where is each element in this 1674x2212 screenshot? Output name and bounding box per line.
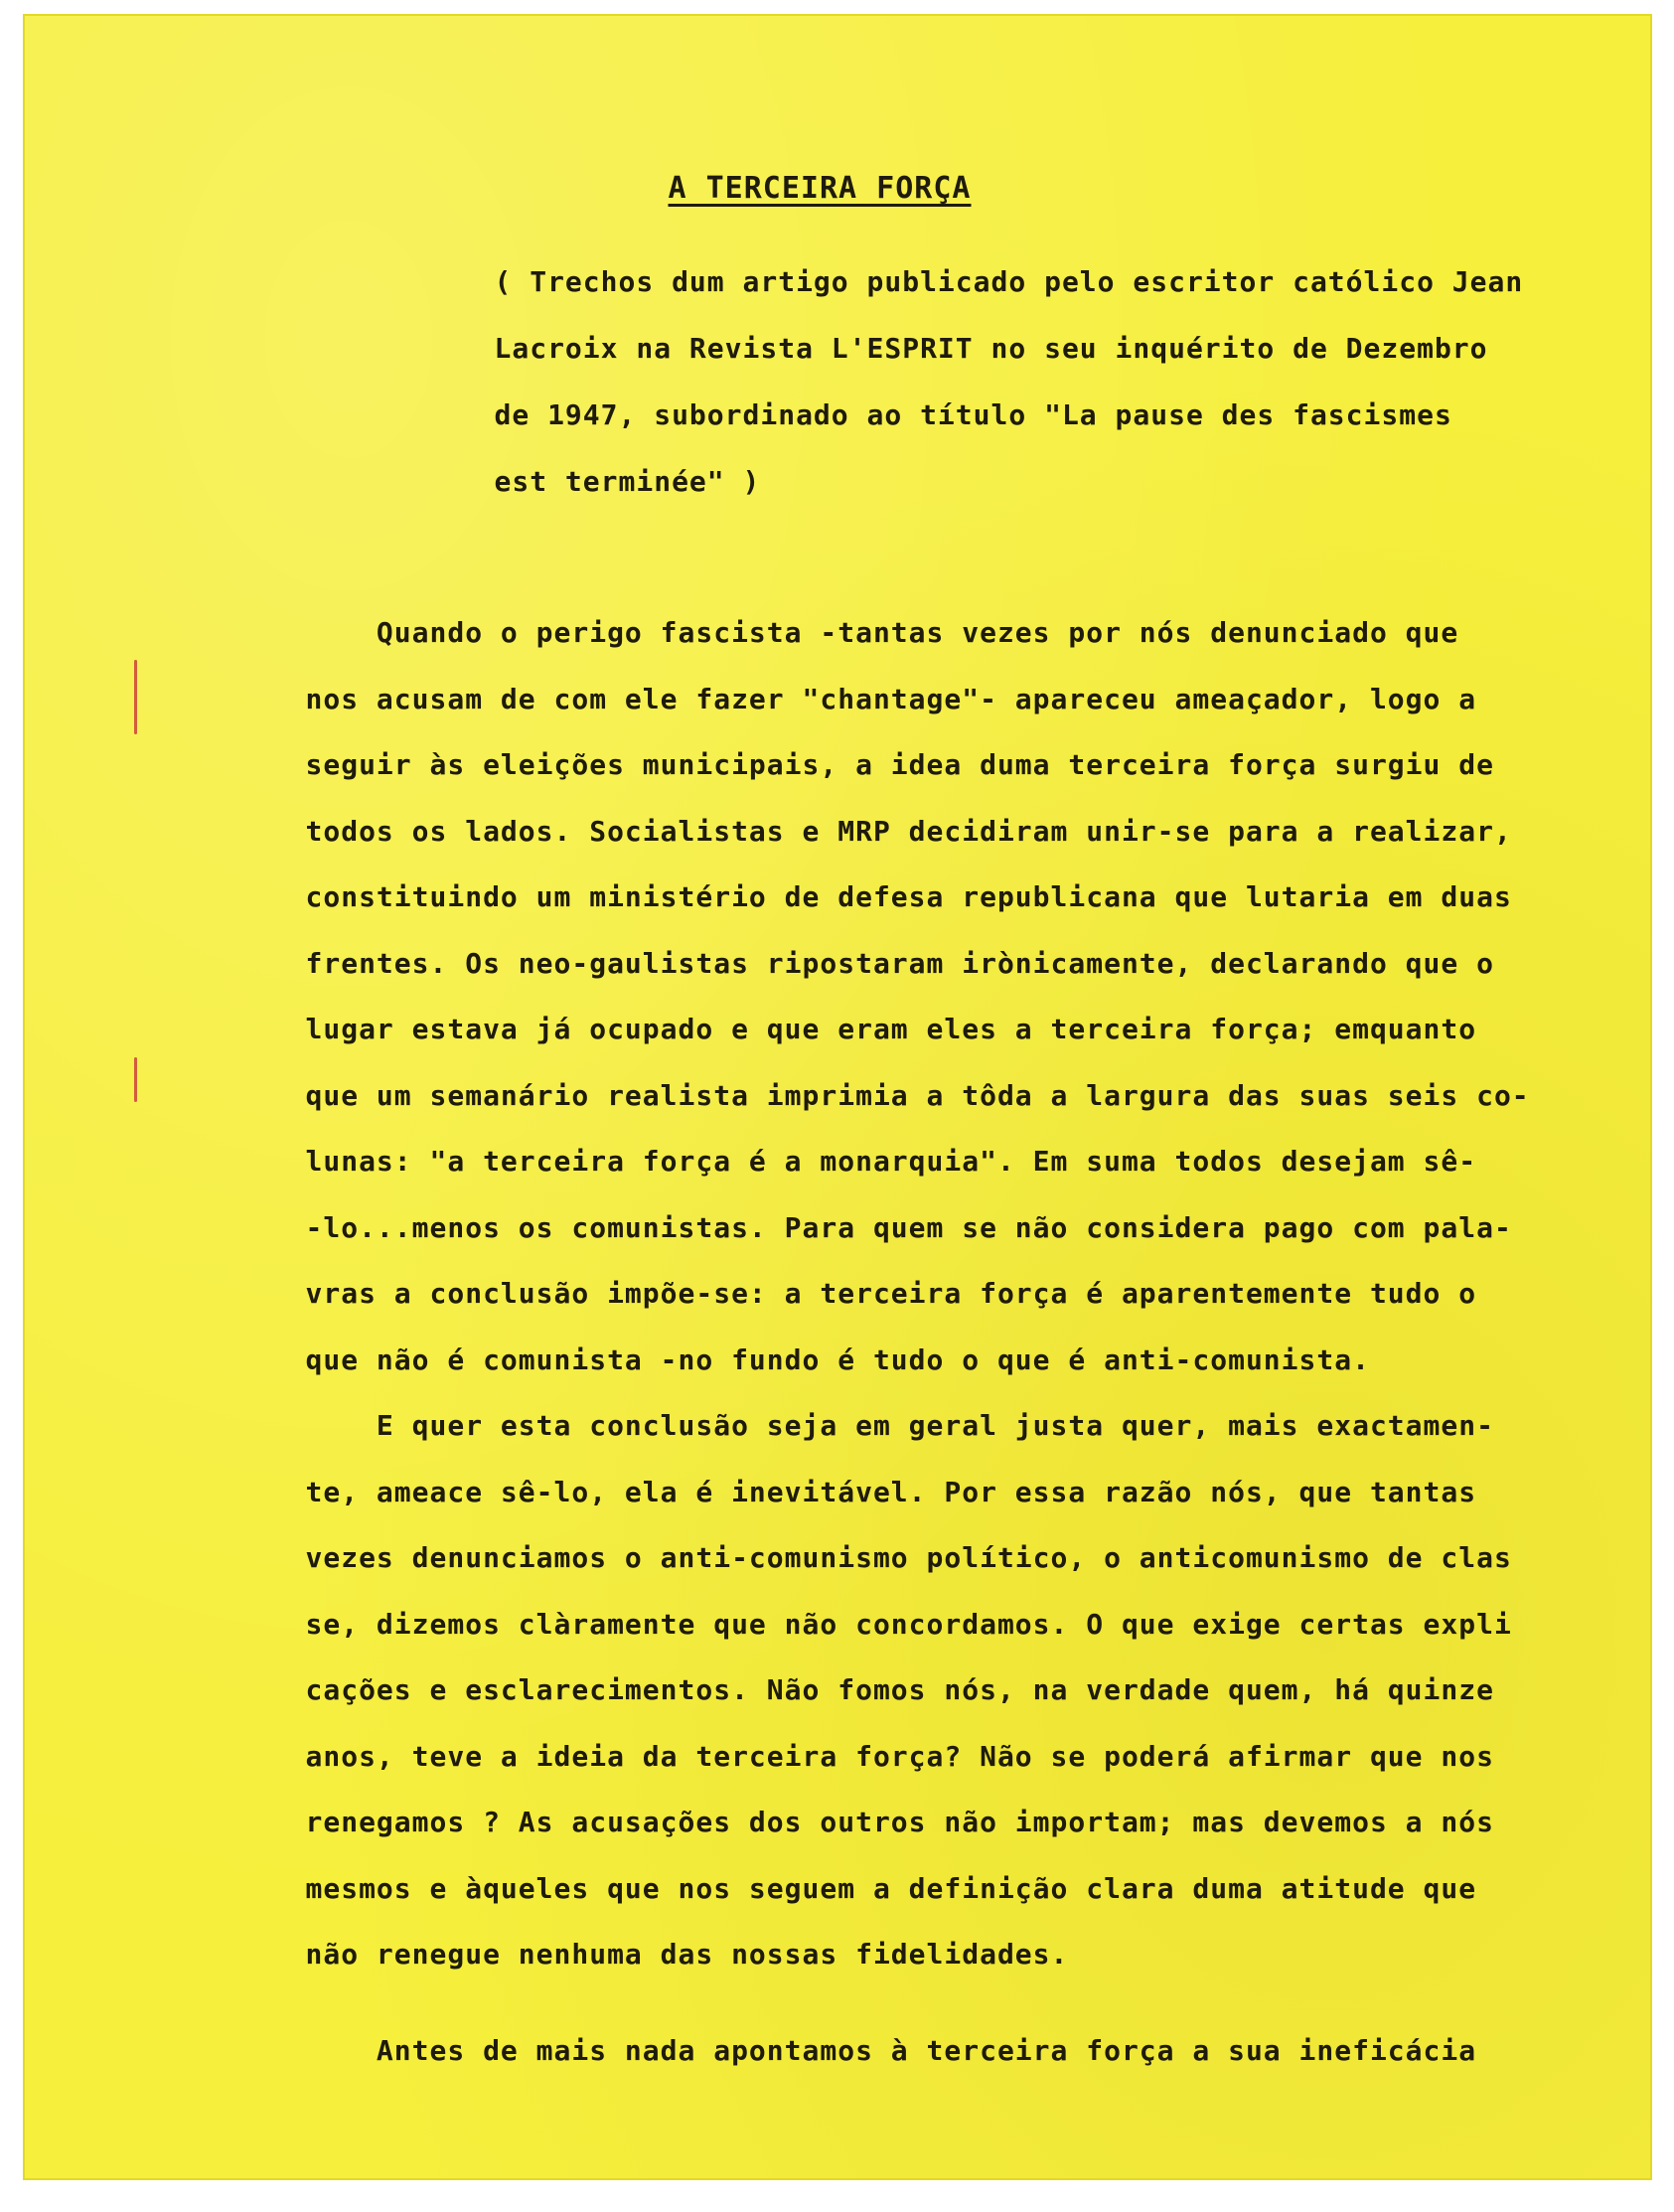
text-line: nos acusam de com ele fazer "chantage"- apareceu ameaçador, logo a [305,682,1477,715]
text-line: que um semanário realista imprimia a tôda a largura das suas seis co- [305,1078,1530,1112]
text-line: lunas: "a terceira força é a monarquia". Em suma todos desejam sê- [305,1145,1477,1178]
margin-mark-lower [134,1057,137,1102]
intro-line: Lacroix na Revista L'ESPRIT no seu inquérito de Dezembro [494,332,1488,365]
text-line: constituindo um ministério de defesa republicana que lutaria em duas [305,880,1512,913]
typewritten-page [23,14,1652,2180]
intro-line: de 1947, subordinado ao título "La pause des fascismes [494,398,1452,431]
text-line: renegamos ? As acusações dos outros não importam; mas devemos a nós [305,1806,1494,1838]
text-line: que não é comunista -no fundo é tudo o que é anti-comunista. [305,1343,1370,1376]
text-line: não renegue nenhuma das nossas fidelidades. [305,1938,1069,1971]
text-line: frentes. Os neo-gaulistas ripostaram irònicamente, declarando que o [305,946,1494,980]
text-line: E quer esta conclusão seja em geral justa quer, mais exactamen- [305,1409,1494,1442]
text-line: todos os lados. Socialistas e MRP decidiram unir-se para a realizar, [305,814,1512,848]
document-title: A TERCEIRA FORÇA [668,171,972,206]
text-line: vezes denunciamos o anti-comunismo político, o anticomunismo de clas [305,1541,1512,1574]
document-body [306,600,1637,2084]
paragraph-1 [306,600,1637,1393]
paragraph-2 [306,1393,1637,1988]
paragraph-3 [306,2018,1637,2085]
text-line: cações e esclarecimentos. Não fomos nós, na verdade quem, há quinze [305,1673,1494,1706]
text-line: mesmos e àqueles que nos seguem a definição clara duma atitude que [305,1871,1477,1905]
text-line: seguir às eleições municipais, a idea duma terceira força surgiu de [305,748,1494,781]
text-line: te, ameace sê-lo, ela é inevitável. Por essa razão nós, que tantas [305,1475,1477,1508]
margin-mark-upper [134,660,137,734]
text-line: -lo...menos os comunistas. Para quem se não considera pago com pala- [305,1210,1512,1244]
text-line: Quando o perigo fascista -tantas vezes por nós denunciado que [305,616,1459,649]
intro-note [495,248,1632,515]
text-line: anos, teve a ideia da terceira força? Não se poderá afirmar que nos [305,1739,1494,1773]
text-line: se, dizemos clàramente que não concordamos. O que exige certas expli [305,1607,1512,1641]
intro-line: est terminée" ) [494,465,761,498]
text-line: vras a conclusão impõe-se: a terceira força é aparentemente tudo o [305,1277,1477,1310]
text-line: lugar estava já ocupado e que eram eles a terceira força; emquanto [305,1013,1477,1045]
text-line: Antes de mais nada apontamos à terceira força a sua ineficácia [305,2033,1477,2067]
intro-line: ( Trechos dum artigo publicado pelo escritor católico Jean [494,265,1524,298]
